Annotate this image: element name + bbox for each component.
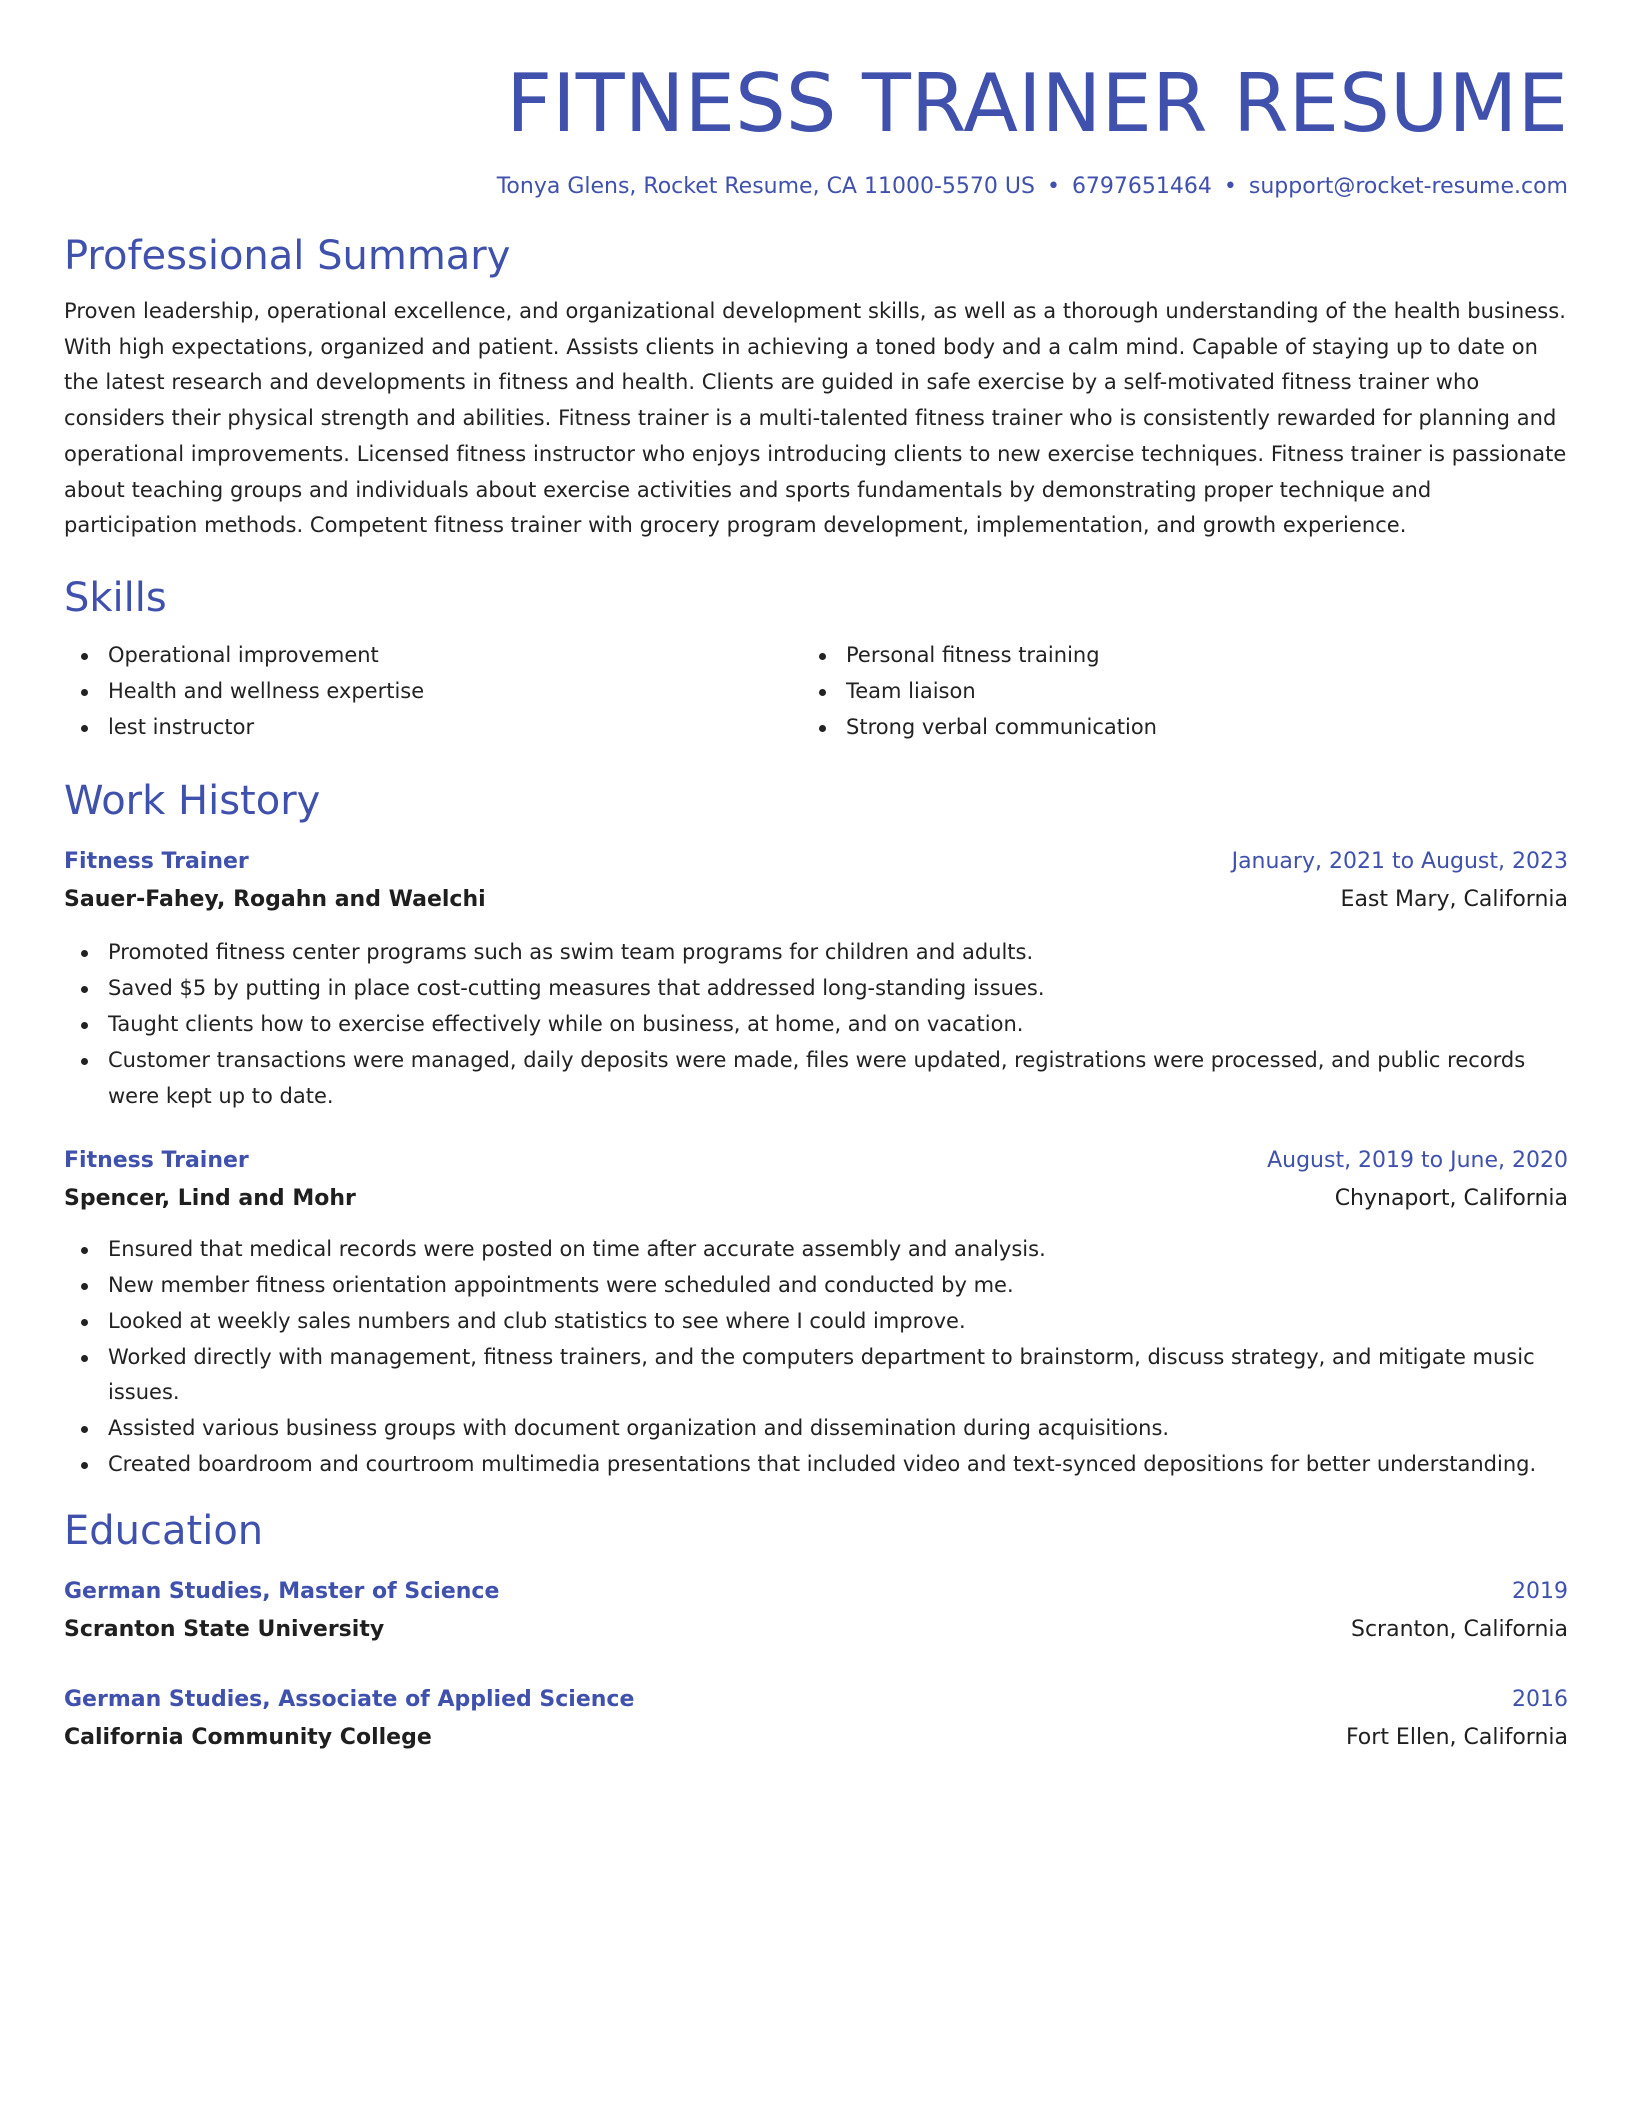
responsibility-item: Created boardroom and courtroom multimedia presentations that included video and text-synced depositions for better understanding.	[64, 1447, 1568, 1483]
skill-item: Health and wellness expertise	[64, 674, 802, 710]
responsibility-item: Taught clients how to exercise effectively while on business, at home, and on vacation.	[64, 1007, 1568, 1043]
summary-text: Proven leadership, operational excellence, and organizational development skills, as well as a thorough understanding of the health business. With high expectations, organized and patient. Assists clients in achieving a toned body and a calm mind. Capable of staying up to date on the latest research and developments in fitness and health. Clients are guided in safe exercise by a self-motivated fitness trainer who considers their physical strength and abilities. Fitness trainer is a multi-talented fitness trainer who is consistently rewarded for planning and operational improvements. Licensed fitness instructor who enjoys introducing clients to new exercise techniques. Fitness trainer is passionate about teaching groups and individuals about exercise activities and sports fundamentals by demonstrating proper technique and participation methods. Competent fitness trainer with grocery program development, implementation, and growth experience.	[64, 299, 1567, 538]
school-name: Scranton State University	[64, 1616, 385, 1642]
job-title: Fitness Trainer	[64, 849, 249, 875]
skills-column-right	[802, 638, 1540, 745]
school-location: Fort Ellen, California	[1345, 1724, 1568, 1750]
graduation-year: 2016	[1512, 1686, 1568, 1712]
responsibility-item: Promoted fitness center programs such as swim team programs for children and adults.	[64, 935, 1568, 971]
job-location: East Mary, California	[1340, 887, 1568, 913]
responsibility-item: Looked at weekly sales numbers and club statistics to see where I could improve.	[64, 1304, 1568, 1340]
degree-row	[64, 1577, 1568, 1607]
responsibility-item: Ensured that medical records were posted on time after accurate assembly and analysis.	[64, 1232, 1568, 1268]
responsibility-item: New member fitness orientation appointments were scheduled and conducted by me.	[64, 1268, 1568, 1304]
contact-line	[64, 172, 1568, 202]
skill-item: Strong verbal communication	[802, 710, 1540, 746]
job-responsibilities	[64, 1232, 1568, 1483]
contact-phone: 6797651464	[1071, 174, 1212, 199]
contact-address: Tonya Glens, Rocket Resume, CA 11000-5570 US	[496, 174, 1035, 199]
responsibility-item: Worked directly with management, fitness trainers, and the computers department to brainstorm, discuss strategy, and mitigate music issues.	[64, 1340, 1568, 1412]
summary-heading: Professional Summary	[64, 233, 511, 279]
skill-item: Team liaison	[802, 674, 1540, 710]
education-heading: Education	[64, 1507, 264, 1554]
skill-item: lest instructor	[64, 710, 802, 746]
school-location: Scranton, California	[1350, 1616, 1568, 1642]
school-name: California Community College	[64, 1724, 432, 1750]
job-dates: January, 2021 to August, 2023	[1231, 849, 1568, 875]
work-history-heading: Work History	[64, 778, 321, 825]
contact-separator: •	[1046, 174, 1060, 199]
work-entry	[64, 847, 1568, 1114]
resume-title: FITNESS TRAINER RESUME	[506, 57, 1568, 150]
skill-item: Personal fitness training	[802, 638, 1540, 674]
job-role-row	[64, 1146, 1568, 1176]
work-entry	[64, 1146, 1568, 1483]
responsibility-item: Saved $5 by putting in place cost-cutting measures that addressed long-standing issues.	[64, 971, 1568, 1007]
degree-name: German Studies, Associate of Applied Science	[64, 1686, 635, 1712]
graduation-year: 2019	[1512, 1578, 1568, 1604]
job-title: Fitness Trainer	[64, 1148, 249, 1174]
responsibility-item: Assisted various business groups with document organization and dissemination during acquisitions.	[64, 1411, 1568, 1447]
job-location: Chynaport, California	[1334, 1186, 1568, 1212]
skills-grid	[64, 638, 1568, 745]
skills-heading: Skills	[64, 574, 167, 621]
degree-name: German Studies, Master of Science	[64, 1578, 500, 1604]
degree-row	[64, 1685, 1568, 1715]
contact-separator: •	[1223, 174, 1237, 199]
job-company: Sauer-Fahey, Rogahn and Waelchi	[64, 887, 486, 913]
job-company-row	[64, 1184, 1568, 1214]
job-company: Spencer, Lind and Mohr	[64, 1186, 356, 1212]
resume-header	[64, 52, 1568, 202]
school-row	[64, 1723, 1568, 1753]
skills-column-left	[64, 638, 802, 745]
school-row	[64, 1615, 1568, 1645]
education-entry	[64, 1577, 1568, 1645]
job-responsibilities	[64, 935, 1568, 1114]
job-role-row	[64, 847, 1568, 877]
job-company-row	[64, 885, 1568, 915]
responsibility-item: Customer transactions were managed, daily deposits were made, files were updated, registrations were processed, and public records were kept up to date.	[64, 1043, 1568, 1115]
skill-item: Operational improvement	[64, 638, 802, 674]
education-entry	[64, 1685, 1568, 1753]
job-dates: August, 2019 to June, 2020	[1267, 1148, 1568, 1174]
contact-email: support@rocket-resume.com	[1248, 174, 1568, 199]
